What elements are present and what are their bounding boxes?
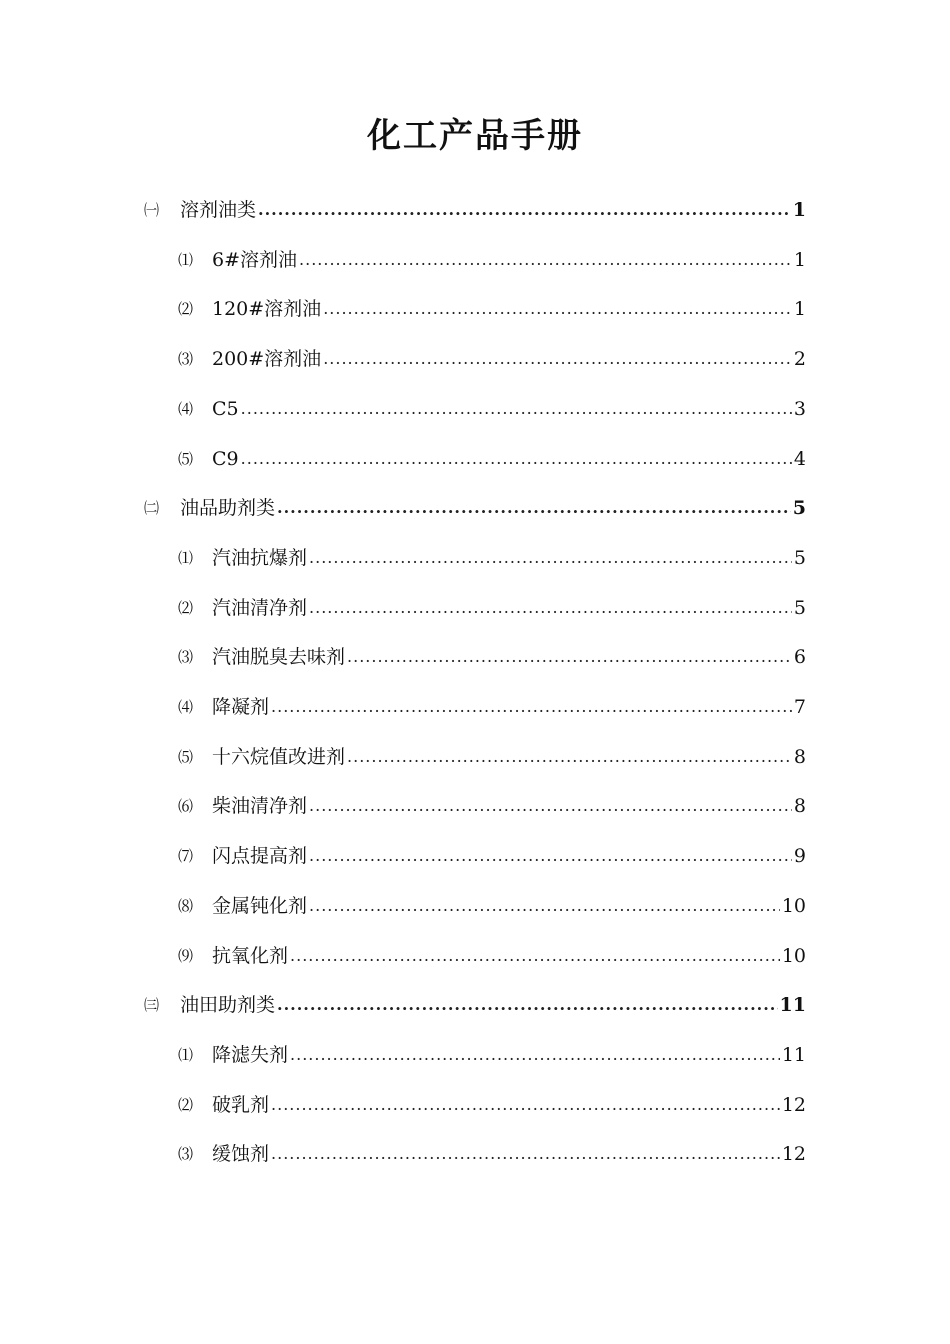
toc-dot-leader (323, 294, 792, 324)
toc-dot-leader (347, 642, 792, 672)
toc-dot-leader (299, 245, 792, 275)
toc-entry-number: ⑴ (178, 1046, 194, 1064)
toc-dot-leader (241, 444, 792, 474)
toc-entry-number: ⑴ (178, 251, 194, 269)
toc-page-number: 5 (793, 597, 806, 619)
toc-entry-number: ⑵ (178, 1096, 194, 1114)
toc-entry-label: 金属钝化剂 (212, 895, 308, 917)
toc-page-number: 10 (781, 945, 806, 967)
toc-section-entry[interactable] (144, 195, 806, 225)
toc-item-entry[interactable] (178, 1040, 806, 1070)
toc-item-entry[interactable] (178, 344, 806, 374)
toc-dot-leader (290, 941, 780, 971)
toc-entry-label: C5 (212, 398, 239, 420)
toc-page-number: 5 (793, 547, 806, 569)
toc-dot-leader (271, 692, 792, 722)
toc-entry-number: ⑴ (178, 549, 194, 567)
toc-entry-label: 降滤失剂 (212, 1044, 289, 1066)
toc-entry-number: ⑷ (178, 698, 194, 716)
toc-page-number: 12 (781, 1094, 806, 1116)
toc-entry-label: 汽油抗爆剂 (212, 547, 308, 569)
toc-entry-label: 抗氧化剂 (212, 945, 289, 967)
toc-item-entry[interactable] (178, 1090, 806, 1120)
toc-dot-leader (290, 1040, 780, 1070)
toc-entry-number: ⑻ (178, 897, 194, 915)
toc-item-entry[interactable] (178, 394, 806, 424)
toc-dot-leader (271, 1139, 780, 1169)
toc-entry-number: ㈠ (144, 201, 160, 219)
toc-entry-number: ⑹ (178, 797, 194, 815)
toc-dot-leader (309, 791, 792, 821)
toc-item-entry[interactable] (178, 294, 806, 324)
toc-page-number: 7 (793, 696, 806, 718)
toc-entry-number: ⑵ (178, 599, 194, 617)
toc-entry-label: 闪点提高剂 (212, 845, 308, 867)
toc-entry-number: ⑵ (178, 300, 194, 318)
toc-entry-label: 汽油脱臭去味剂 (212, 646, 346, 668)
toc-item-entry[interactable] (178, 593, 806, 623)
toc-entry-number: ⑼ (178, 947, 194, 965)
toc-entry-number: ⑸ (178, 450, 194, 468)
toc-page-number: 1 (792, 199, 806, 221)
toc-entry-number: ⑶ (178, 648, 194, 666)
toc-page-number: 3 (793, 398, 806, 420)
toc-entry-label: 溶剂油类 (180, 199, 257, 221)
toc-page-number: 11 (781, 1044, 806, 1066)
toc-item-entry[interactable] (178, 941, 806, 971)
toc-item-entry[interactable] (178, 245, 806, 275)
toc-page-number: 10 (781, 895, 806, 917)
toc-item-entry[interactable] (178, 692, 806, 722)
toc-entry-label: 缓蚀剂 (212, 1143, 270, 1165)
toc-entry-label: 6#溶剂油 (212, 249, 298, 271)
toc-page-number: 4 (793, 448, 806, 470)
toc-item-entry[interactable] (178, 841, 806, 871)
toc-page-number: 8 (793, 795, 806, 817)
toc-item-entry[interactable] (178, 791, 806, 821)
toc-entry-number: ⑺ (178, 847, 194, 865)
page-title: 化工产品手册 (367, 116, 583, 156)
toc-dot-leader (309, 543, 792, 573)
toc-entry-label: 汽油清净剂 (212, 597, 308, 619)
toc-entry-number: ㈢ (144, 996, 160, 1014)
toc-dot-leader (309, 891, 780, 921)
toc-section-entry[interactable] (144, 990, 806, 1020)
toc-page-number: 8 (793, 746, 806, 768)
toc-page-number: 1 (793, 298, 806, 320)
toc-dot-leader (271, 1090, 780, 1120)
toc-page-number: 5 (792, 497, 806, 519)
toc-entry-number: ⑷ (178, 400, 194, 418)
toc-entry-label: 油品助剂类 (180, 497, 276, 519)
toc-entry-number: ⑶ (178, 350, 194, 368)
toc-item-entry[interactable] (178, 543, 806, 573)
toc-dot-leader (347, 742, 792, 772)
toc-entry-label: 200#溶剂油 (212, 348, 322, 370)
toc-section-entry[interactable] (144, 493, 806, 523)
toc-dot-leader (277, 493, 791, 523)
toc-entry-label: 油田助剂类 (180, 994, 276, 1016)
toc-entry-label: 十六烷值改进剂 (212, 746, 346, 768)
toc-page-number: 6 (793, 646, 806, 668)
toc-page-number: 9 (793, 845, 806, 867)
toc-dot-leader (309, 593, 792, 623)
toc-entry-number: ⑸ (178, 748, 194, 766)
toc-page-number: 2 (793, 348, 806, 370)
toc-page-number: 11 (779, 994, 806, 1016)
toc-item-entry[interactable] (178, 1139, 806, 1169)
toc-dot-leader (277, 990, 778, 1020)
toc-item-entry[interactable] (178, 891, 806, 921)
toc-entry-label: 120#溶剂油 (212, 298, 322, 320)
toc-entry-number: ㈡ (144, 499, 160, 517)
toc-dot-leader (241, 394, 792, 424)
toc-dot-leader (323, 344, 792, 374)
toc-entry-label: 柴油清净剂 (212, 795, 308, 817)
toc-item-entry[interactable] (178, 742, 806, 772)
toc-dot-leader (309, 841, 792, 871)
toc-item-entry[interactable] (178, 642, 806, 672)
toc-entry-label: 破乳剂 (212, 1094, 270, 1116)
toc-dot-leader (258, 195, 791, 225)
toc-item-entry[interactable] (178, 444, 806, 474)
toc-page-number: 12 (781, 1143, 806, 1165)
toc-entry-label: C9 (212, 448, 239, 470)
toc-entry-number: ⑶ (178, 1145, 194, 1163)
toc-page-number: 1 (793, 249, 806, 271)
toc-entry-label: 降凝剂 (212, 696, 270, 718)
